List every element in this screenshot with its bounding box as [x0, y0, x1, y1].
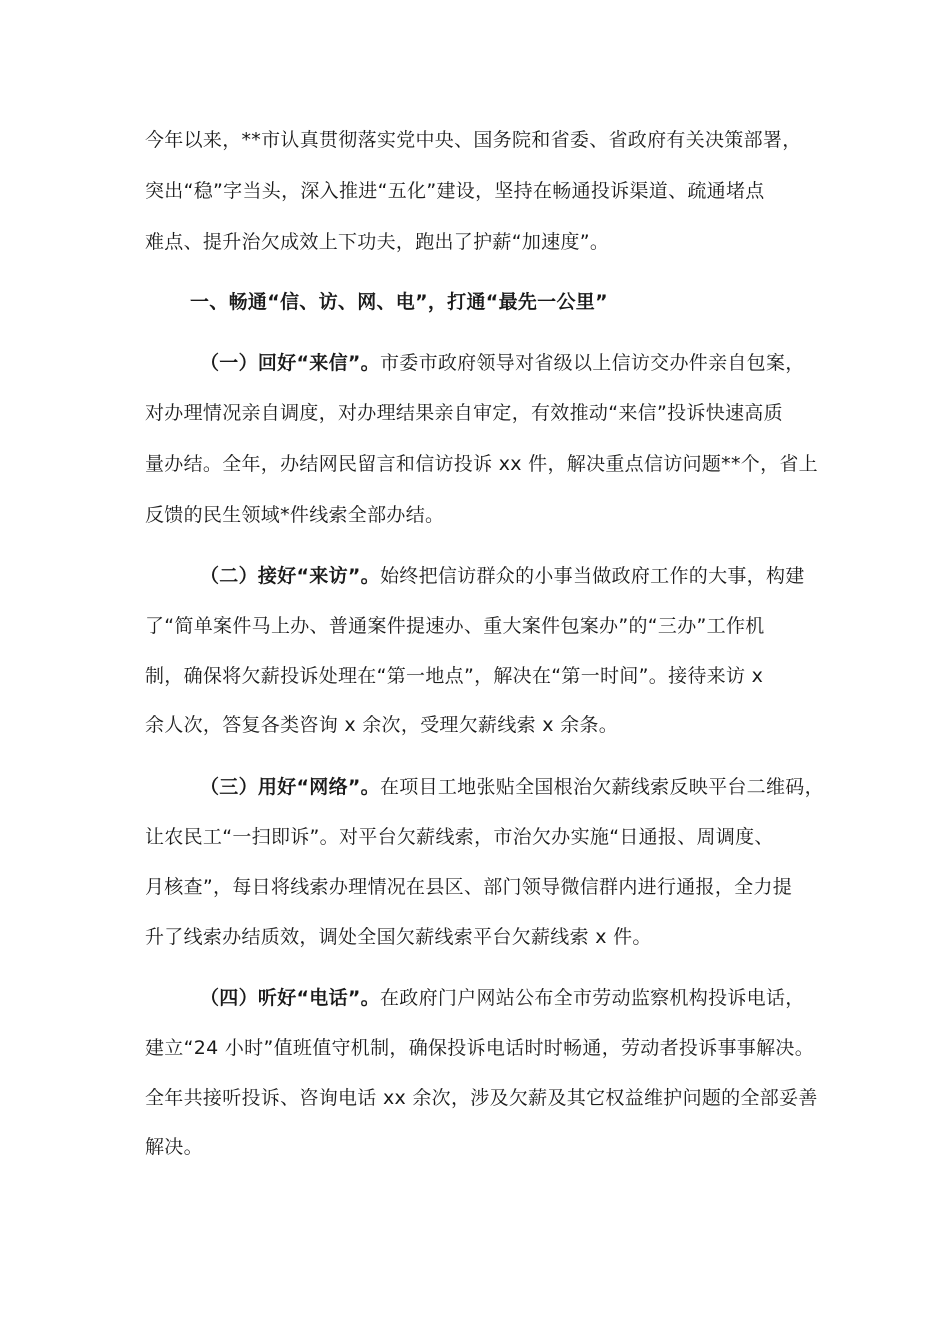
paragraph-line: 对办理情况亲自调度，对办理结果亲自审定，有效推动“来信”投诉快速高质	[145, 402, 783, 424]
intro-line: 突出“稳”字当头，深入推进“五化”建设，坚持在畅通投诉渠道、疏通堵点	[145, 180, 765, 202]
paragraph-lead: （四）听好“电话”。	[200, 987, 380, 1009]
intro-line: 难点、提升治欠成效上下功夫，跑出了护薪“加速度”。	[145, 231, 610, 253]
paragraph-text: 在政府门户网站公布全市劳动监察机构投诉电话，	[379, 987, 805, 1009]
paragraph-text: 在项目工地张贴全国根治欠薪线索反映平台二维码，	[379, 776, 824, 798]
intro-line: 今年以来，**市认真贯彻落实党中央、国务院和省委、省政府有关决策部署，	[145, 129, 802, 151]
paragraph-lead: （二）接好“来访”。	[200, 565, 380, 587]
paragraph-first-line	[200, 564, 805, 588]
paragraph-first-line	[200, 986, 805, 1010]
paragraph-line: 升了线索办结质效，调处全国欠薪线索平台欠薪线索 x 件。	[145, 926, 652, 948]
paragraph-line: 制，确保将欠薪投诉处理在“第一地点”，解决在“第一时间”。接待来访 x	[145, 665, 764, 687]
paragraph-line: 量办结。全年，办结网民留言和信访投诉 xx 件，解决重点信访问题**个，省上	[145, 453, 818, 475]
paragraph-line: 解决。	[145, 1136, 203, 1158]
paragraph-line: 反馈的民生领域*件线索全部办结。	[145, 504, 445, 526]
paragraph-line: 让农民工“一扫即诉”。对平台欠薪线索，市治欠办实施“日通报、周调度、	[145, 826, 774, 848]
paragraph-lead: （三）用好“网络”。	[200, 776, 380, 798]
paragraph-line: 全年共接听投诉、咨询电话 xx 余次，涉及欠薪及其它权益维护问题的全部妥善	[145, 1087, 818, 1109]
paragraph-line: 余人次，答复各类咨询 x 余次，受理欠薪线索 x 余条。	[145, 714, 619, 736]
paragraph-lead: （一）回好“来信”。	[200, 352, 380, 374]
paragraph-line: 月核查”，每日将线索办理情况在县区、部门领导微信群内进行通报，全力提	[145, 876, 793, 898]
paragraph-text: 市委市政府领导对省级以上信访交办件亲自包案，	[379, 352, 805, 374]
paragraph-text: 始终把信访群众的小事当做政府工作的大事，构建	[379, 565, 805, 587]
paragraph-first-line	[200, 775, 824, 799]
paragraph-first-line	[200, 351, 805, 375]
paragraph-line: 了“简单案件马上办、普通案件提速办、重大案件包案办”的“三办”工作机	[145, 615, 765, 637]
paragraph-line: 建立“24 小时”值班值守机制，确保投诉电话时时畅通，劳动者投诉事事解决。	[145, 1037, 815, 1059]
section-heading: 一、畅通“信、访、网、电”，打通“最先一公里”	[190, 291, 608, 313]
